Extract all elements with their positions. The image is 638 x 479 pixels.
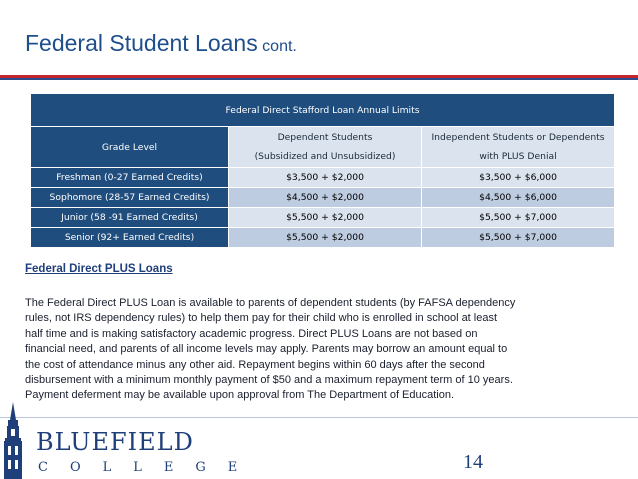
logo-subtitle: COLLEGE: [38, 460, 260, 475]
description-line: Payment deferment may be available upon approval from The Department of Education.: [25, 389, 455, 402]
logo-wordmark: BLUEFIELD: [36, 428, 194, 456]
dependent-limit-cell: $5,500 + $2,000: [229, 228, 422, 248]
plus-loans-description: [25, 296, 585, 404]
description-line: financial need, and parents of all income levels may apply. Parents may borrow an amount equal to: [25, 343, 508, 356]
dependent-students-header: [229, 127, 422, 168]
table-caption-row: [31, 94, 615, 127]
dependent-header-line1: Dependent Students: [277, 132, 373, 143]
independent-limit-cell: $3,500 + $6,000: [422, 168, 615, 188]
independent-limit-cell: $5,500 + $7,000: [422, 208, 615, 228]
slide-title-suffix: cont.: [262, 38, 297, 55]
slide-title: [25, 30, 297, 57]
description-line: The Federal Direct PLUS Loan is available to parents of dependent students (by FAFSA dependency: [25, 297, 516, 309]
table-row: [31, 188, 615, 208]
bell-tower-icon: [0, 402, 28, 479]
table-header-row: [31, 127, 615, 168]
table-row: [31, 168, 615, 188]
independent-students-header: [422, 127, 615, 168]
independent-limit-cell: $4,500 + $6,000: [422, 188, 615, 208]
description-line: the cost of attendance minus any other aid. Repayment begins within 60 days after the second: [25, 358, 485, 371]
grade-cell: Freshman (0-27 Earned Credits): [31, 168, 229, 188]
footer-divider: [0, 417, 638, 418]
stafford-loan-limits-table: [30, 93, 615, 248]
page-number: 14: [463, 451, 483, 473]
description-line: half time and is making satisfactory academic progress. Direct PLUS Loans are not based on: [25, 327, 478, 340]
independent-limit-cell: $5,500 + $7,000: [422, 228, 615, 248]
dependent-limit-cell: $5,500 + $2,000: [229, 208, 422, 228]
table-row: [31, 208, 615, 228]
independent-header-line1: Independent Students or Dependents: [431, 132, 605, 143]
slide-title-main: Federal Student Loans: [25, 30, 258, 56]
plus-loans-heading: Federal Direct PLUS Loans: [25, 263, 173, 275]
grade-level-header: Grade Level: [31, 127, 229, 168]
table-caption: Federal Direct Stafford Loan Annual Limits: [31, 94, 615, 127]
independent-header-line2: with PLUS Denial: [479, 151, 557, 162]
grade-cell: Junior (58 -91 Earned Credits): [31, 208, 229, 228]
table-row: [31, 228, 615, 248]
dependent-limit-cell: $3,500 + $2,000: [229, 168, 422, 188]
grade-cell: Sophomore (28-57 Earned Credits): [31, 188, 229, 208]
dependent-header-line2: (Subsidized and Unsubsidized): [254, 151, 396, 162]
title-divider-blue: [0, 78, 638, 80]
dependent-limit-cell: $4,500 + $2,000: [229, 188, 422, 208]
description-line: disbursement with a minimum monthly payment of $50 and a maximum repayment term of 10 years.: [25, 374, 513, 387]
description-line: rules, not IRS dependency rules) to help them pay for their child who is enrolled in school at least: [25, 312, 498, 325]
grade-cell: Senior (92+ Earned Credits): [31, 228, 229, 248]
